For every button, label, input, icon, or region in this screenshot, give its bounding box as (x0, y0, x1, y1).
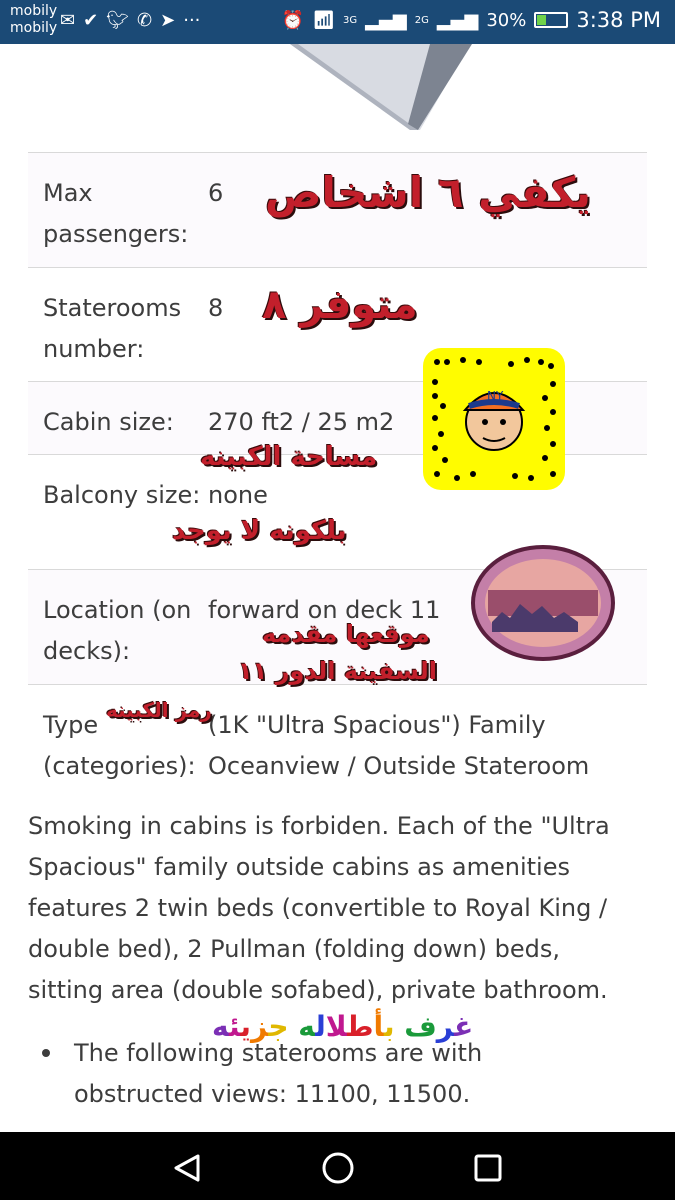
network-3g-label: 3G (343, 14, 358, 26)
label-type: Type (categories): (43, 711, 196, 780)
more-icon: ··· (183, 10, 201, 31)
annotation-partial-balcony (212, 1010, 473, 1043)
annotation-balcony: بلكونه لا يوجد (172, 516, 347, 546)
telegram-icon: ➤ (160, 10, 176, 31)
value-type: (1K "Ultra Spacious") Family Oceanview / Outside Stateroom (208, 711, 590, 780)
bullet-dot (42, 1049, 50, 1057)
home-button[interactable] (320, 1150, 356, 1186)
check-icon: ✔ (83, 10, 99, 31)
notification-icons (60, 10, 200, 31)
rainbow-text: غرف بأطلله جزيئه (212, 1010, 474, 1043)
carrier-1: mobily (10, 3, 58, 19)
carrier-2: mobily (10, 20, 58, 36)
label-location: Location (on decks): (43, 596, 192, 665)
annotation-location-1: موقعها مقدمه (262, 620, 430, 648)
annotation-location-2: السفينة الدور ١١ (238, 657, 437, 685)
annotation-type: رمز الكبينه (106, 698, 212, 722)
battery-icon (534, 12, 568, 28)
label-cabin-size: Cabin size: (43, 408, 174, 436)
obstructed-views-text: The following staterooms are with obstructed views: 11100, 11500. (74, 1039, 483, 1108)
annotation-cabin-size: مساحة الكبينه (200, 442, 378, 472)
annotation-passengers: يكفي ٦ اشخاص (265, 168, 592, 217)
watermark-stamp (470, 544, 616, 662)
status-bar (0, 0, 675, 44)
back-icon (170, 1150, 206, 1186)
whatsapp-icon: ✆ (137, 10, 153, 31)
label-balcony-size: Balcony size: (43, 481, 201, 509)
back-button[interactable] (170, 1150, 206, 1186)
network-2g-label: 2G (414, 14, 429, 26)
value-cabin-size: 270 ft2 / 25 m2 (208, 408, 395, 436)
svg-text:NY: NY (487, 389, 504, 403)
battery-percent: 30% (486, 9, 527, 31)
obstructed-views-list-item (74, 1033, 594, 1115)
recents-icon (470, 1150, 506, 1186)
signal-icon-2: ▂▄▆ (436, 9, 479, 31)
recents-button[interactable] (470, 1150, 506, 1186)
twitter-icon: 🐦︎ (106, 10, 130, 31)
label-staterooms-number: Staterooms number: (43, 294, 182, 363)
description-paragraph: Smoking in cabins is forbiden. Each of the "Ultra Spacious" family outside cabins as amenities features 2 twin beds (convertible to Royal King / double bed), 2 Pullman (folding down) beds, sitting area (double sofabed), private bathroom. (28, 812, 610, 1004)
system-icons (282, 8, 661, 32)
annotation-staterooms: متوفر ٨ (262, 282, 418, 328)
snapcode-image (423, 348, 565, 490)
stamp-graphic (470, 544, 616, 662)
value-location: forward on deck 11 (208, 596, 441, 624)
label-max-passengers: Max passengers: (43, 179, 189, 248)
value-max-passengers: 6 (208, 179, 224, 207)
snapcode-graphic (423, 348, 565, 490)
carrier-labels (10, 3, 57, 37)
value-staterooms-number: 8 (208, 294, 224, 322)
clock: 3:38 PM (576, 8, 661, 32)
alarm-icon: ⏰ (281, 9, 305, 31)
wifi-icon: 📶︎ (312, 9, 336, 31)
home-icon (320, 1150, 356, 1186)
signal-icon: ▂▄▆ (365, 9, 407, 31)
navigation-bar (0, 1132, 675, 1200)
mail-icon: ✉ (60, 10, 76, 31)
value-balcony-size: none (208, 481, 268, 509)
battery-level (537, 15, 545, 25)
